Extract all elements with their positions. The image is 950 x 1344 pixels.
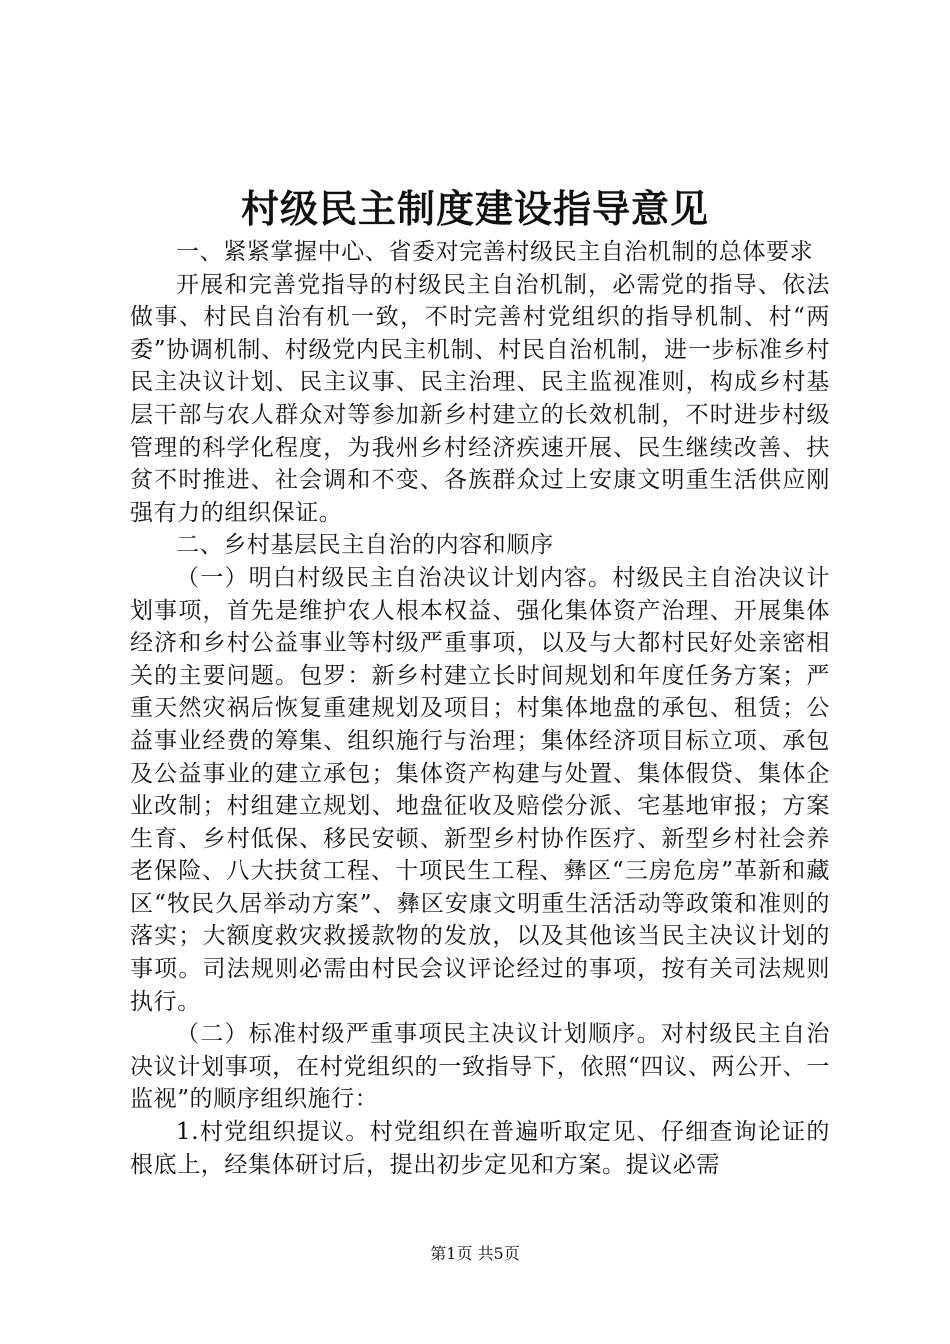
page-footer: 第1页 共5页 xyxy=(430,1244,520,1263)
document-title: 村级民主制度建设指导意见 xyxy=(240,186,709,231)
section-heading-2: 二、乡村基层民主自治的内容和顺序 xyxy=(176,532,554,559)
body-paragraph-1: 开展和完善党指导的村级民主自治机制，必需党的指导、依法做事、村民自治有机一致，不时完善村党组织的指导机制、村“两委”协调机制、村级党内民主机制、村民自治机制，进一步标准乡村民主决议计划、民主议事、民主治理、民主监视准则，构成乡村基层干部与农人群众对等参加新乡村建立的长效机制，不时进步村级管理的科学化程度，为我州乡村经济疾速开展、民生继续改善、扶贫不时推进、社会调和不变、各族群众过上安康文明重生活供应刚强有力的组织保证。 xyxy=(130,271,830,526)
body-paragraph-3: （二）标准村级严重事项民主决议计划顺序。对村级民主自治决议计划事项，在村党组织的一致指导下，依照“四议、两公开、一监视”的顺序组织施行： xyxy=(130,1021,830,1113)
body-paragraph-4: 1.村党组织提议。村党组织在普遍听取定见、仔细查询论证的根底上，经集体研讨后，提出初步定见和方案。提议必需 xyxy=(130,1119,830,1178)
document-body xyxy=(130,236,830,1181)
body-paragraph-2: （一）明白村级民主自治决议计划内容。村级民主自治决议计划事项，首先是维护农人根本权益、强化集体资产治理、开展集体经济和乡村公益事业等村级严重事项，以及与大都村民好处亲密相关的主要问题。包罗：新乡村建立长时间规划和年度任务方案；严重天然灾祸后恢复重建规划及项目；村集体地盘的承包、租赁；公益事业经费的筹集、组织施行与治理；集体经济项目标立项、承包及公益事业的建立承包；集体资产构建与处置、集体假贷、集体企业改制；村组建立规划、地盘征收及赔偿分派、宅基地审报；方案生育、乡村低保、移民安顿、新型乡村协作医疗、新型乡村社会养老保险、八大扶贫工程、十项民生工程、彝区“三房危房”革新和藏区“牧民久居举动方案”、彝区安康文明重生活活动等政策和准则的落实；大额度救灾救援款物的发放，以及其他该当民主决议计划的事项。司法规则必需由村民会议评论经过的事项，按有关司法规则执行。 xyxy=(130,564,830,1015)
section-heading-1: 一、紧紧掌握中心、省委对完善村级民主自治机制的总体要求 xyxy=(176,239,814,265)
